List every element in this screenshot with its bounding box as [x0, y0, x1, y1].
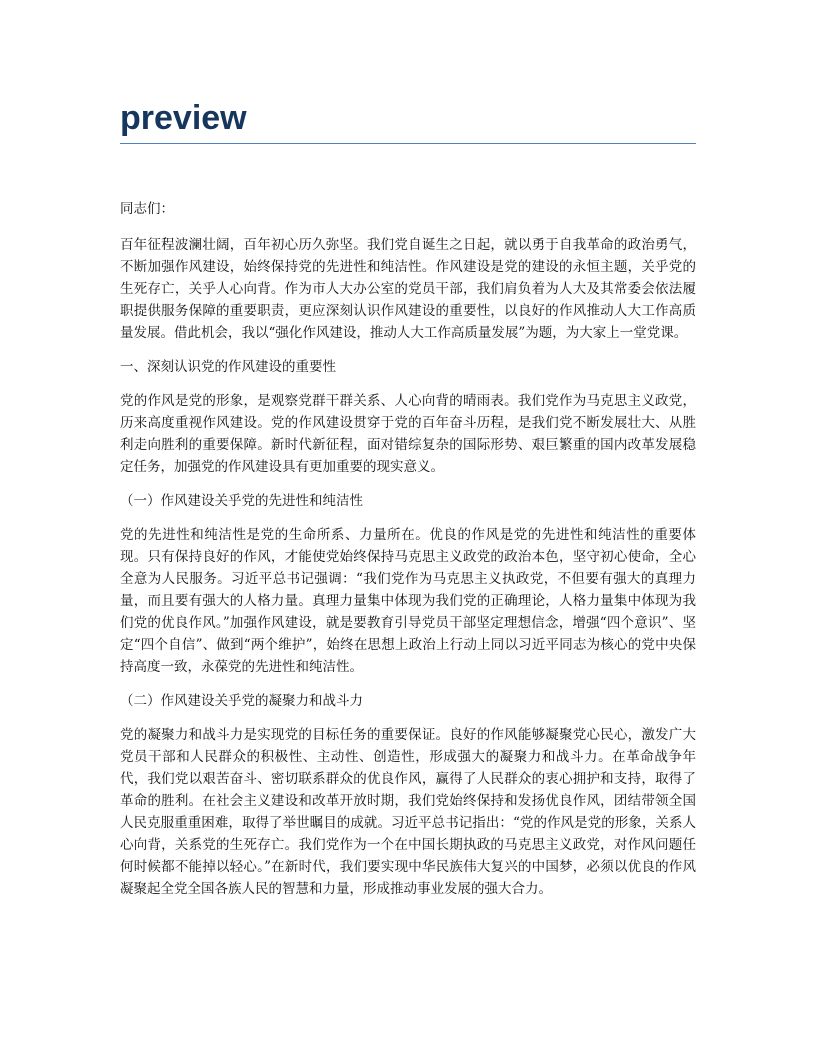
- title-underline: [120, 143, 696, 144]
- salutation: 同志们：: [120, 201, 174, 217]
- body-paragraph: 党的凝聚力和战斗力是实现党的目标任务的重要保证。良好的作风能够凝聚党心民心，激发广大党员干部和人民群众的积极性、主动性、创造性，形成强大的凝聚力和战斗力。在革命战争年代，我们党以艰苦奋斗、密切联系群众的优良作风，赢得了人民群众的衷心拥护和支持，取得了革命的胜利。在社会主义建设和改革开放时期，我们党始终保持和发扬优良作风，团结带领全国人民克服重重困难，取得了举世瞩目的成就。习近平总书记指出：“党的作风是党的形象，关系人心向背，关系党的生死存亡。我们党作为一个在中国长期执政的马克思主义政党，对作风问题任何时候都不能掉以轻心。”在新时代，我们要实现中华民族伟大复兴的中国梦，必须以优良的作风凝聚起全党全国各族人民的智慧和力量，形成推动事业发展的强大合力。: [120, 727, 696, 897]
- document-body: [120, 198, 696, 912]
- document-title: preview: [120, 99, 247, 137]
- subsection-heading: （一）作风建设关乎党的先进性和纯洁性: [120, 493, 363, 509]
- body-paragraph: 百年征程波澜壮阔，百年初心历久弥坚。我们党自诞生之日起，就以勇于自我革命的政治勇气，不断加强作风建设，始终保持党的先进性和纯洁性。作风建设是党的建设的永恒主题，关乎党的生死存亡，关乎人心向背。作为市人大办公室的党员干部，我们肩负着为人大及其常委会依法履职提供服务保障的重要职责，更应深刻认识作风建设的重要性，以良好的作风推动人大工作高质量发展。借此机会，我以“强化作风建设，推动人大工作高质量发展”为题，为大家上一堂党课。: [120, 237, 696, 341]
- section-heading: 一、深刻认识党的作风建设的重要性: [120, 359, 336, 375]
- body-paragraph: 党的先进性和纯洁性是党的生命所系、力量所在。优良的作风是党的先进性和纯洁性的重要体现。只有保持良好的作风，才能使党始终保持马克思主义政党的政治本色，坚守初心使命，全心全意为人民服务。习近平总书记强调：“我们党作为马克思主义执政党，不但要有强大的真理力量，而且要有强大的人格力量。真理力量集中体现为我们党的正确理论，人格力量集中体现为我们党的优良作风。”加强作风建设，就是要教育引导党员干部坚定理想信念，增强“四个意识”、坚定“四个自信”、做到“两个维护”，始终在思想上政治上行动上同以习近平同志为核心的党中央保持高度一致，永葆党的先进性和纯洁性。: [120, 527, 696, 675]
- body-paragraph: 党的作风是党的形象，是观察党群干群关系、人心向背的晴雨表。我们党作为马克思主义政党，历来高度重视作风建设。党的作风建设贯穿于党的百年奋斗历程，是我们党不断发展壮大、从胜利走向胜利的重要保障。新时代新征程，面对错综复杂的国际形势、艰巨繁重的国内改革发展稳定任务，加强党的作风建设具有更加重要的现实意义。: [120, 393, 696, 475]
- subsection-heading: （二）作风建设关乎党的凝聚力和战斗力: [120, 693, 363, 709]
